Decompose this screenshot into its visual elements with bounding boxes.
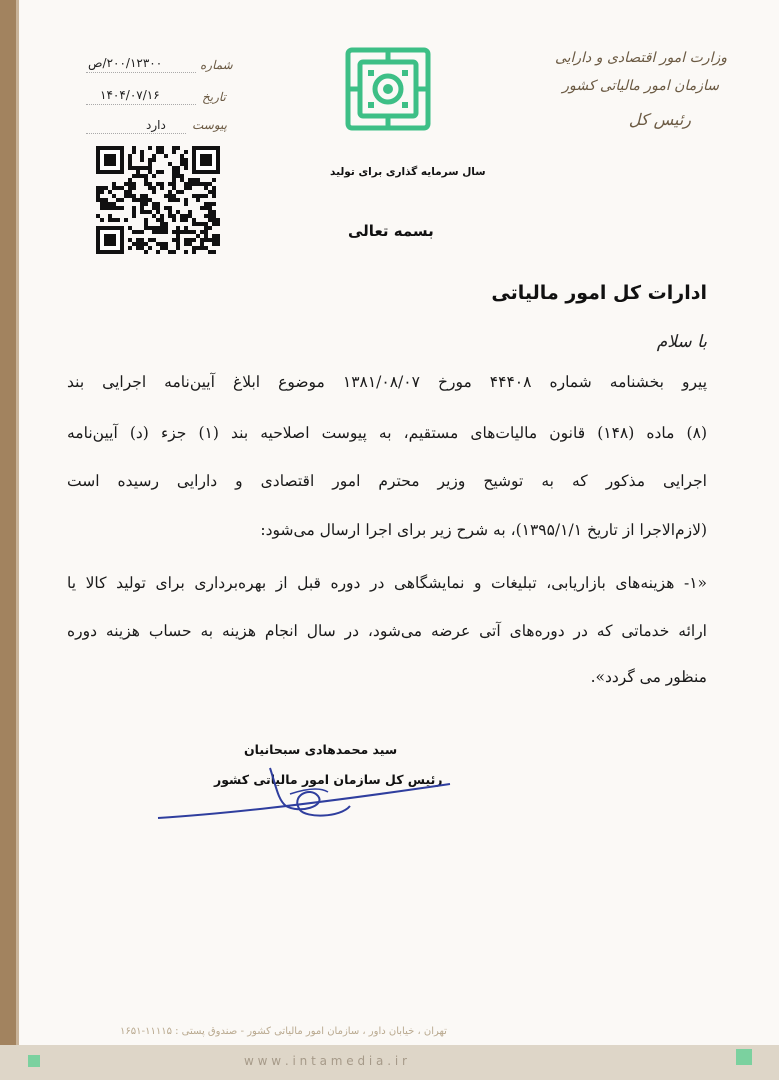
body-line-4: (لازم‌الاجرا از تاریخ ۱۳۹۵/۱/۱)، به شرح زیر برای اجرا ارسال می‌شود:	[260, 521, 707, 539]
recipient-heading: ادارات کل امور مالیاتی	[491, 282, 707, 304]
year-slogan: سال سرمایه گذاری برای تولید	[330, 166, 486, 178]
handwritten-signature	[150, 756, 460, 826]
left-border-bar	[0, 0, 16, 1045]
number-label: شماره	[200, 58, 233, 72]
footer-website: w w w . i n t a m e d i a . i r	[244, 1054, 407, 1068]
signatory-name: سید محمدهادی سبحانیان	[244, 742, 398, 757]
body-line-5: «۱- هزینه‌های بازاریابی، تبلیغات و نمایشگاهی در دوره قبل از بهره‌برداری برای تولید کالا یا	[67, 574, 707, 592]
attachment-dotted-line	[86, 133, 186, 134]
body-line-7: منظور می گردد».	[590, 668, 707, 686]
body-line-1: پیرو بخشنامه شماره ۴۴۴۰۸ مورخ ۱۳۸۱/۰۸/۰۷ موضوع ابلاغ آیین‌نامه اجرایی بند	[67, 373, 708, 391]
bismillah-heading: بسمه تعالی	[348, 222, 434, 240]
greeting: با سلام	[656, 332, 707, 352]
attachment-label: پیوست	[192, 118, 227, 132]
tax-organization-logo	[342, 46, 434, 132]
footer-bar	[0, 1045, 779, 1080]
letter-number: ۲۰۰/۱۲۳۰۰/ص	[88, 56, 163, 70]
letter-date: ۱۴۰۴/۰۷/۱۶	[100, 88, 160, 102]
footer-square-right	[736, 1049, 752, 1065]
body-line-3: اجرایی مذکور که به توشیح وزیر محترم امور اقتصادی و دارایی رسیده است	[67, 472, 707, 490]
date-dotted-line	[86, 104, 196, 105]
left-border-shade	[16, 0, 19, 1045]
ministry-line-3: رئیس کل	[628, 110, 691, 129]
number-dotted-line	[86, 72, 196, 73]
attachment-value: دارد	[146, 118, 166, 132]
signatory-title: رئیس کل سازمان امور مالیاتی کشور	[214, 772, 443, 787]
body-line-2: (۸) ماده (۱۴۸) قانون مالیات‌های مستقیم، به پیوست اصلاحیه بند (۱) جزء (د) آیین‌نامه	[67, 424, 707, 442]
body-line-6: ارائه خدماتی که در دوره‌های آتی عرضه می‌شود، در سال انجام هزینه به حساب هزینه دوره	[67, 622, 707, 640]
footer-square-left	[28, 1055, 40, 1067]
date-label: تاریخ	[202, 90, 226, 104]
ministry-line-2: سازمان امور مالیاتی کشور	[562, 78, 719, 94]
ministry-line-1: وزارت امور اقتصادی و دارایی	[554, 50, 727, 66]
footer-address: تهران ، خیابان داور ، سازمان امور مالیاتی کشور - صندوق پستی : ۱۱۱۱۵-۱۶۵۱	[120, 1026, 447, 1037]
qr-code	[96, 146, 220, 254]
